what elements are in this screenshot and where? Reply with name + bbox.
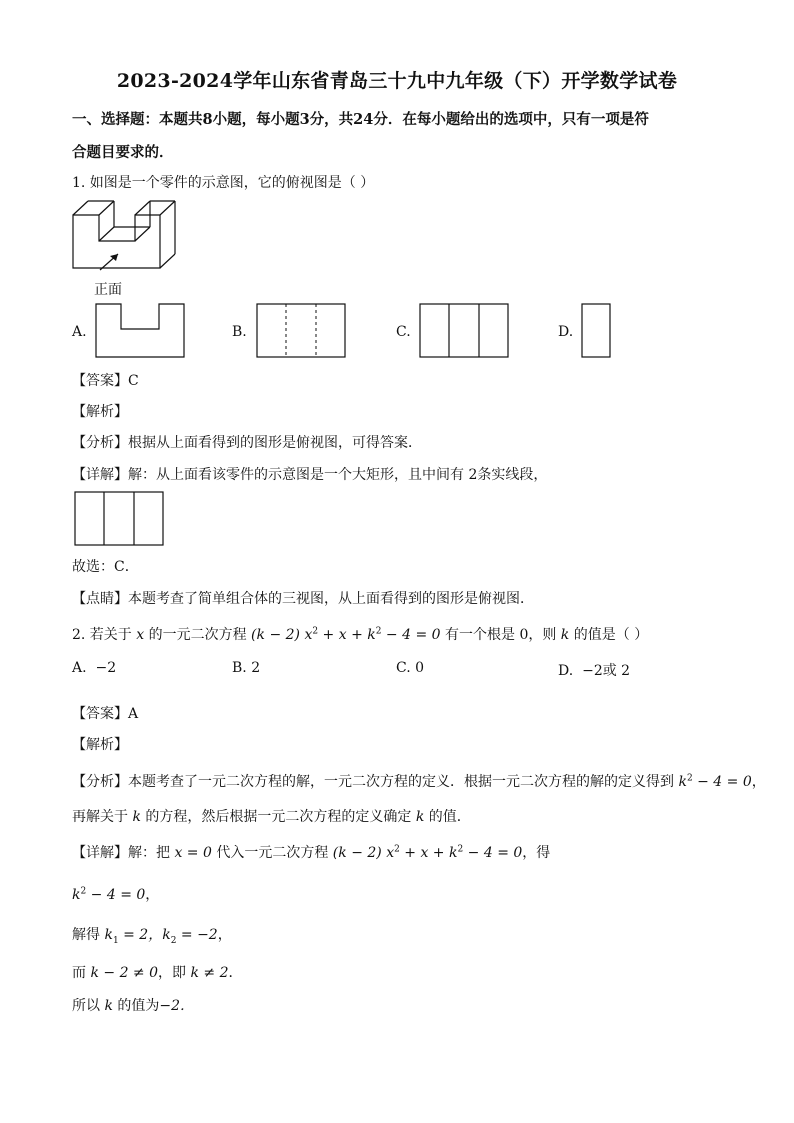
xiangjie-tag: 【详解】 [72,845,128,861]
answer-tag: 【答案】 [72,373,128,389]
page-title: 2023-2024学年山东省青岛三十九中九年级（下）开学数学试卷 [116,70,678,92]
q1-xiangjie-line [72,464,547,484]
q1-analysis-tag: 【解析】 [72,404,128,420]
q2-answer-line [72,703,138,723]
q1-fenxi-line [72,432,422,452]
q2-step1: $k^2 - 4 = 0$， [72,886,160,903]
answer-value: A [128,706,139,722]
answer-tag: 【答案】 [72,706,128,722]
fenxi-tag: 【分析】 [72,774,128,790]
equation: (k − 2) $x^2 + x + k^2 - 4 = 0$ [246,626,445,643]
q2-option-d: D. −2或 2 [558,663,631,679]
q1-top-view-figure [74,491,164,546]
q2-step3: 而 k − 2 ≠ 0，即 k ≠ 2． [72,965,243,981]
section-heading-line1: 一、选择题：本题共8小题，每小题3分，共24分．在每小题给出的选项中，只有一项是符 [72,111,649,128]
answer-value: C [128,373,139,389]
q1-option-d-label: D. [558,324,574,340]
q1-part-figure [70,198,180,273]
q1-dianjing-line [72,588,534,608]
q2-step2: 解得 $k_1 = 2$，$k_2 = -2$， [72,927,232,946]
q2-option-b: B. 2 [232,660,261,676]
fenxi-tag: 【分析】 [72,435,128,451]
q2-option-a: A. −2 [72,660,117,676]
q1-option-c-label: C. [396,324,411,340]
xiangjie-text: 解：从上面看该零件的示意图是一个大矩形，且中间有 2条实线段， [128,467,548,483]
q1-option-b-figure [256,303,346,358]
q1-option-a-figure [95,303,185,358]
q1-option-b-label: B. [232,324,247,340]
q1-option-a-label: A. [72,324,87,340]
q1-option-c-figure [419,303,509,358]
q2-fenxi-line1: 【分析】本题考查了一元二次方程的解，一元二次方程的定义．根据一元二次方程的解的定义得到 $k^2 - 4 = 0$， [72,773,766,790]
fenxi-text: 根据从上面看得到的图形是俯视图，可得答案． [128,435,422,451]
q2-option-c: C. 0 [396,660,425,676]
dianjing-tag: 【点睛】 [72,591,128,607]
q2-analysis-tag: 【解析】 [72,737,128,753]
q2-step4: 所以 k 的值为−2． [72,998,195,1014]
q1-stem: 1. 如图是一个零件的示意图，它的俯视图是（ ） [72,175,375,191]
q2-fenxi-line2: 再解关于 k 的方程，然后根据一元二次方程的定义确定 k 的值． [72,809,471,825]
q2-xiangjie-line: 【详解】解：把 x = 0 代入一元二次方程 (k − 2) $x^2 + x + k^2 - 4 = 0$，得 [72,844,551,861]
q1-answer-line [72,370,139,390]
xiangjie-tag: 【详解】 [72,467,128,483]
dianjing-text: 本题考查了简单组合体的三视图，从上面看得到的图形是俯视图． [128,591,534,607]
q2-stem: 2. 若关于 x 的一元二次方程 (k − 2) $x^2 + x + k^2 - 4 = 0$ 有一个根是 0，则 k 的值是（ ） [72,626,649,643]
q1-choice-line: 故选：C． [72,559,139,575]
q1-option-d-figure [581,303,611,358]
section-heading-line2: 合题目要求的． [72,144,174,161]
front-view-label: 正面 [94,282,122,298]
